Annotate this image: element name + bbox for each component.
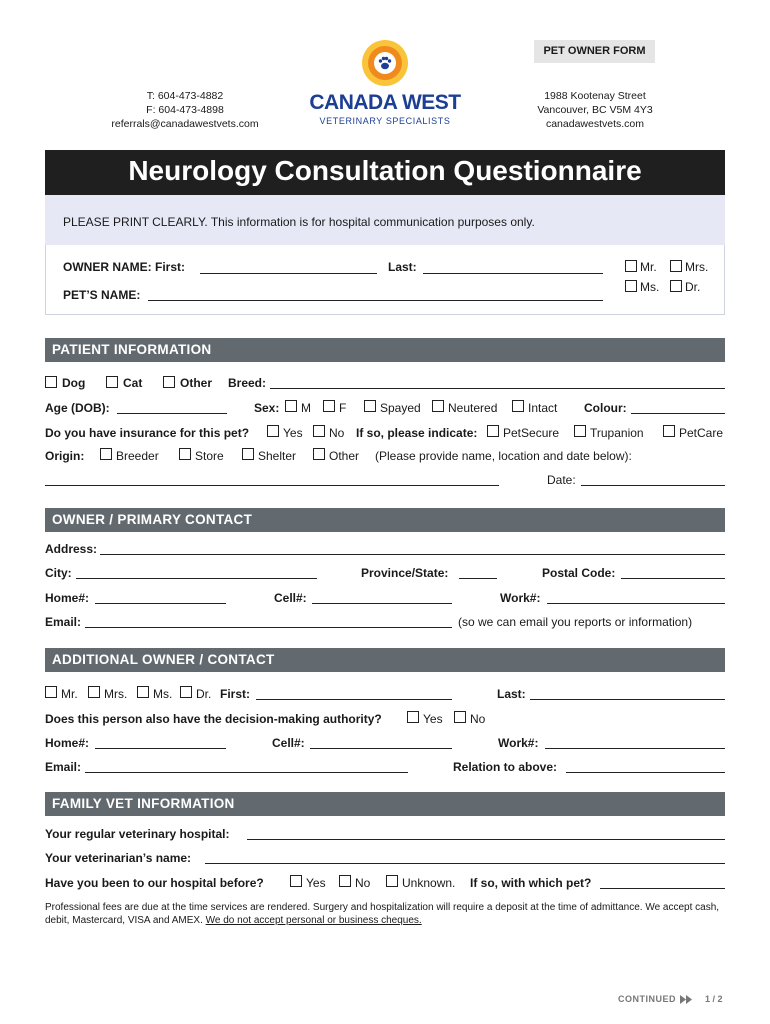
cell-phone-field[interactable]	[312, 603, 452, 604]
continue-arrow-icon	[680, 995, 694, 1004]
origin-shelter-label: Shelter	[258, 449, 297, 463]
vet-name-field[interactable]	[205, 863, 725, 864]
owner-last-label: Last:	[388, 260, 417, 274]
breed-field[interactable]	[270, 388, 725, 389]
relation-field[interactable]	[566, 772, 725, 773]
insurer-trupanion-checkbox[interactable]	[574, 425, 586, 437]
decision-no-label: No	[470, 712, 486, 726]
sex-spayed-label: Spayed	[380, 401, 421, 415]
section-patient-information: PATIENT INFORMATION	[45, 338, 725, 362]
add-title-dr-label: Dr.	[196, 687, 212, 701]
insurance-if-label: If so, please indicate:	[356, 426, 478, 440]
email-note: (so we can email you reports or information)	[458, 615, 693, 629]
vet-hospital-field[interactable]	[247, 839, 725, 840]
origin-date-field[interactable]	[581, 485, 725, 486]
email-label: Email:	[45, 615, 82, 629]
owner-last-field[interactable]	[423, 273, 603, 274]
province-label: Province/State:	[361, 566, 449, 580]
continued-label: CONTINUED	[618, 994, 676, 1004]
add-title-mr-checkbox[interactable]	[45, 686, 57, 698]
contact-right	[500, 89, 690, 131]
add-first-label: First:	[220, 687, 250, 701]
decision-yes-label: Yes	[423, 712, 443, 726]
title-dr-label: Dr.	[685, 280, 701, 294]
insurer-petsecure-checkbox[interactable]	[487, 425, 499, 437]
add-email-field[interactable]	[85, 772, 408, 773]
add-home-field[interactable]	[95, 748, 226, 749]
add-title-ms-label: Ms.	[153, 687, 173, 701]
fax-text: F: 604-473-4898	[146, 104, 224, 116]
decision-yes-checkbox[interactable]	[407, 711, 419, 723]
title-dr-checkbox[interactable]	[670, 280, 682, 292]
which-pet-field[interactable]	[600, 888, 725, 889]
home-phone-label: Home#:	[45, 591, 90, 605]
city-text: Vancouver, BC V5M 4Y3	[537, 104, 653, 116]
add-title-mrs-label: Mrs.	[104, 687, 128, 701]
colour-field[interactable]	[631, 413, 725, 414]
postal-field[interactable]	[621, 578, 725, 579]
postal-label: Postal Code:	[542, 566, 616, 580]
add-title-ms-checkbox[interactable]	[137, 686, 149, 698]
sex-m-label: M	[301, 401, 311, 415]
origin-other-label: Other	[329, 449, 360, 463]
fees-note	[45, 901, 725, 927]
sex-label: Sex:	[254, 401, 280, 415]
title-mrs-label: Mrs.	[685, 260, 709, 274]
contact-left	[90, 89, 280, 131]
section-family-vet: FAMILY VET INFORMATION	[45, 792, 725, 816]
decision-no-checkbox[interactable]	[454, 711, 466, 723]
add-home-label: Home#:	[45, 736, 90, 750]
species-dog-label: Dog	[62, 376, 86, 390]
add-first-field[interactable]	[256, 699, 452, 700]
cell-phone-label: Cell#:	[274, 591, 307, 605]
add-title-dr-checkbox[interactable]	[180, 686, 192, 698]
add-work-field[interactable]	[545, 748, 725, 749]
paw-logo-icon	[360, 38, 410, 88]
insurance-no-checkbox[interactable]	[313, 425, 325, 437]
vet-hospital-label: Your regular veterinary hospital:	[45, 827, 230, 841]
insurer-trupanion-label: Trupanion	[590, 426, 644, 440]
insurance-yes-label: Yes	[283, 426, 303, 440]
street-text: 1988 Kootenay Street	[544, 90, 646, 102]
home-phone-field[interactable]	[95, 603, 226, 604]
owner-first-field[interactable]	[200, 273, 377, 274]
work-phone-label: Work#:	[500, 591, 541, 605]
add-work-label: Work#:	[498, 736, 539, 750]
insurance-no-label: No	[329, 426, 345, 440]
section-owner-primary-contact: OWNER / PRIMARY CONTACT	[45, 508, 725, 532]
origin-label: Origin:	[45, 449, 85, 463]
province-field[interactable]	[459, 578, 497, 579]
page-title: Neurology Consultation Questionnaire	[128, 155, 642, 186]
species-cat-checkbox[interactable]	[106, 376, 118, 388]
origin-shelter-checkbox[interactable]	[242, 448, 254, 460]
been-unknown-checkbox[interactable]	[386, 875, 398, 887]
sex-neutered-label: Neutered	[448, 401, 498, 415]
pet-name-field[interactable]	[148, 300, 603, 301]
email-link[interactable]: referrals@canadawestvets.com	[111, 118, 259, 130]
species-dog-checkbox[interactable]	[45, 376, 57, 388]
sex-spayed-checkbox[interactable]	[364, 400, 376, 412]
sex-m-checkbox[interactable]	[285, 400, 297, 412]
insurer-petcare-checkbox[interactable]	[663, 425, 675, 437]
dob-field[interactable]	[117, 413, 227, 414]
add-last-label: Last:	[497, 687, 526, 701]
page-number: 1 / 2	[705, 994, 723, 1004]
breed-label: Breed:	[228, 376, 267, 390]
add-email-label: Email:	[45, 760, 82, 774]
form-tag: PET OWNER FORM	[534, 40, 655, 63]
city-field[interactable]	[76, 578, 317, 579]
insurance-yes-checkbox[interactable]	[267, 425, 279, 437]
species-cat-label: Cat	[123, 376, 143, 390]
sex-f-label: F	[339, 401, 347, 415]
been-unknown-label: Unknown.	[402, 876, 456, 890]
origin-store-label: Store	[195, 449, 224, 463]
relation-label: Relation to above:	[453, 760, 558, 774]
title-ms-label: Ms.	[640, 280, 660, 294]
insurance-question: Do you have insurance for this pet?	[45, 426, 250, 440]
species-other-label: Other	[180, 376, 213, 390]
logo-tagline: VETERINARY SPECIALISTS	[319, 116, 451, 126]
been-yes-label: Yes	[306, 876, 326, 890]
title-bar	[45, 150, 725, 195]
been-no-checkbox[interactable]	[339, 875, 351, 887]
title-ms-checkbox[interactable]	[625, 280, 637, 292]
phone-text: T: 604-473-4882	[146, 90, 224, 102]
city-label: City:	[45, 566, 72, 580]
owner-name-box	[45, 245, 725, 315]
add-title-mr-label: Mr.	[61, 687, 78, 701]
address-label: Address:	[45, 542, 98, 556]
origin-breeder-label: Breeder	[116, 449, 159, 463]
dob-label: Age (DOB):	[45, 401, 110, 415]
instructions-box	[45, 195, 725, 245]
been-no-label: No	[355, 876, 371, 890]
fees-text: Professional fees are due at the time services are rendered. Surgery and hospitalization will require a deposit at the time of admittance. We accept cash, debit, Mastercard, VISA and AMEX.	[45, 902, 720, 926]
title-mr-checkbox[interactable]	[625, 260, 637, 272]
sex-intact-label: Intact	[528, 401, 558, 415]
email-field[interactable]	[85, 627, 452, 628]
insurer-petcare-label: PetCare	[679, 426, 724, 440]
vet-name-label: Your veterinarian’s name:	[45, 851, 192, 865]
been-yes-checkbox[interactable]	[290, 875, 302, 887]
sex-neutered-checkbox[interactable]	[432, 400, 444, 412]
origin-breeder-checkbox[interactable]	[100, 448, 112, 460]
fees-cheque-note: We do not accept personal or business cheques.	[205, 915, 422, 926]
decision-question: Does this person also have the decision-making authority?	[45, 712, 382, 726]
colour-label: Colour:	[584, 401, 627, 415]
section-additional-owner: ADDITIONAL OWNER / CONTACT	[45, 648, 725, 672]
origin-store-checkbox[interactable]	[179, 448, 191, 460]
origin-date-label: Date:	[547, 473, 576, 487]
origin-note: (Please provide name, location and date below):	[375, 449, 632, 463]
add-title-mrs-checkbox[interactable]	[88, 686, 100, 698]
pet-name-label: PET’S NAME:	[63, 288, 141, 302]
logo	[300, 36, 470, 131]
title-mr-label: Mr.	[640, 260, 657, 274]
been-before-question: Have you been to our hospital before?	[45, 876, 264, 890]
title-mrs-checkbox[interactable]	[670, 260, 682, 272]
work-phone-field[interactable]	[547, 603, 725, 604]
web-link[interactable]: canadawestvets.com	[545, 118, 645, 130]
instructions-text: PLEASE PRINT CLEARLY. This information is for hospital communication purposes only.	[63, 215, 535, 229]
owner-first-label: OWNER NAME: First:	[63, 260, 185, 274]
add-cell-label: Cell#:	[272, 736, 305, 750]
add-cell-field[interactable]	[310, 748, 452, 749]
insurer-petsecure-label: PetSecure	[503, 426, 560, 440]
species-other-checkbox[interactable]	[163, 376, 175, 388]
origin-details-field[interactable]	[45, 485, 499, 486]
sex-intact-checkbox[interactable]	[512, 400, 524, 412]
address-field[interactable]	[100, 554, 725, 555]
origin-other-checkbox[interactable]	[313, 448, 325, 460]
which-pet-label: If so, with which pet?	[470, 876, 592, 890]
logo-name: CANADA WEST	[309, 91, 461, 114]
sex-f-checkbox[interactable]	[323, 400, 335, 412]
add-last-field[interactable]	[530, 699, 725, 700]
